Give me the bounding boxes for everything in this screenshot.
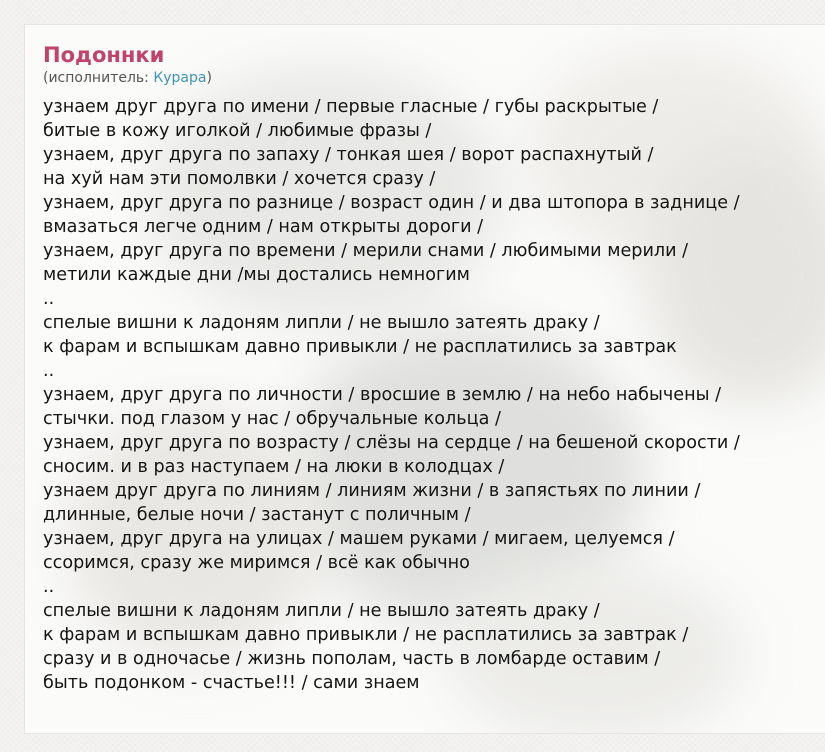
song-title: Подоннки bbox=[43, 43, 165, 67]
lyric-line: узнаем, друг друга на улицах / машем руками / мигаем, целуемся / bbox=[43, 529, 675, 549]
lyric-line: ссоримся, сразу же миримся / всё как обычно bbox=[43, 553, 470, 573]
lyric-line: на хуй нам эти помолвки / хочется сразу / bbox=[43, 169, 436, 189]
lyrics-list bbox=[43, 95, 825, 695]
lyric-line: узнаем, друг друга по разнице / возраст один / и два штопора в заднице / bbox=[43, 193, 740, 213]
lyric-separator: .. bbox=[43, 361, 55, 381]
lyrics-content bbox=[43, 41, 825, 695]
lyric-line: узнаем, друг друга по запаху / тонкая шея / ворот распахнутый / bbox=[43, 145, 654, 165]
lyric-line: быть подонком - счастье!!! / сами знаем bbox=[43, 673, 420, 693]
lyric-line: узнаем, друг друга по возрасту / слёзы на сердце / на бешеной скорости / bbox=[43, 433, 740, 453]
lyric-line: сразу и в одночасье / жизнь пополам, часть в ломбарде оставим / bbox=[43, 649, 661, 669]
lyric-separator: .. bbox=[43, 289, 55, 309]
lyric-line: спелые вишни к ладоням липли / не вышло затеять драку / bbox=[43, 601, 600, 621]
lyric-line: к фарам и вспышкам давно привыкли / не расплатились за завтрак / bbox=[43, 625, 689, 645]
lyric-separator: .. bbox=[43, 577, 55, 597]
performer-suffix: ) bbox=[206, 70, 212, 86]
performer-prefix: (исполнитель: bbox=[43, 70, 154, 86]
lyrics-card bbox=[24, 24, 825, 734]
lyric-line: метили каждые дни /мы достались немногим bbox=[43, 265, 470, 285]
lyric-line: битые в кожу иголкой / любимые фразы / bbox=[43, 121, 432, 141]
lyric-line: узнаем, друг друга по времени / мерили снами / любимыми мерили / bbox=[43, 241, 689, 261]
lyric-line: стычки. под глазом у нас / обручальные кольца / bbox=[43, 409, 501, 429]
lyric-line: узнаем друг друга по линиям / линиям жизни / в запястьях по линии / bbox=[43, 481, 701, 501]
performer-line bbox=[43, 69, 825, 87]
artist-link[interactable]: Курара bbox=[153, 70, 207, 86]
lyric-line: длинные, белые ночи / застанут с поличным / bbox=[43, 505, 471, 525]
lyric-line: к фарам и вспышкам давно привыкли / не расплатились за завтрак bbox=[43, 337, 677, 357]
lyric-line: узнаем, друг друга по личности / вросшие в землю / на небо набычены / bbox=[43, 385, 722, 405]
lyric-line: спелые вишни к ладоням липли / не вышло затеять драку / bbox=[43, 313, 600, 333]
lyric-line: узнаем друг друга по имени / первые гласные / губы раскрытые / bbox=[43, 97, 659, 117]
lyric-line: вмазаться легче одним / нам открыты дороги / bbox=[43, 217, 484, 237]
lyric-line: сносим. и в раз наступаем / на люки в колодцах / bbox=[43, 457, 505, 477]
